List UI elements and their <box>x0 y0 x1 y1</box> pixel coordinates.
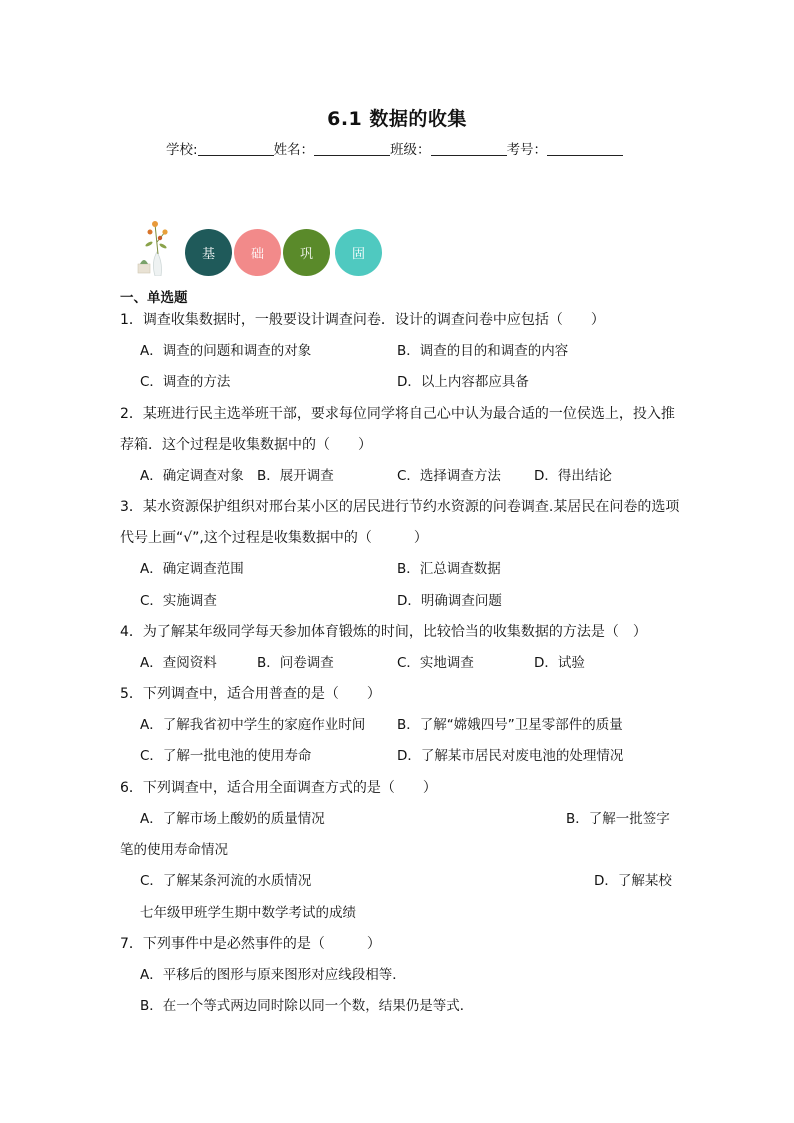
section-heading: 一、单选题 <box>120 290 188 306</box>
q6-option-c[interactable]: C．了解某条河流的水质情况 <box>140 873 312 889</box>
class-label: 班级： <box>390 142 431 158</box>
q1-option-d[interactable]: D．以上内容都应具备 <box>397 374 529 390</box>
question-3-stem-line1: 3．某水资源保护组织对邢台某小区的居民进行节约水资源的问卷调查.某居民在问卷的选项 <box>120 499 680 515</box>
banner-char-3: 巩 <box>299 247 313 262</box>
student-info-row <box>166 138 636 158</box>
q6-option-b-continued: 笔的使用寿命情况 <box>120 842 228 858</box>
banner-circle-2 <box>234 229 281 276</box>
q2-option-d[interactable]: D．得出结论 <box>534 468 612 484</box>
name-label: 姓名： <box>273 142 315 158</box>
question-2-stem-line2: 荐箱．这个过程是收集数据中的（ ） <box>120 437 372 453</box>
q5-option-c[interactable]: C．了解一批电池的使用寿命 <box>140 748 312 764</box>
q2-option-a[interactable]: A．确定调查对象 <box>140 468 244 484</box>
school-label: 学校: <box>166 142 198 158</box>
question-3-stem-line2: 代号上画“√”,这个过程是收集数据中的（ ） <box>120 530 428 546</box>
q4-option-d[interactable]: D．试验 <box>534 655 585 671</box>
number-label: 考号： <box>506 142 548 158</box>
q5-option-b[interactable]: B．了解“嫦娥四号”卫星零部件的质量 <box>397 717 623 733</box>
q7-option-b[interactable]: B．在一个等式两边同时除以同一个数，结果仍是等式． <box>140 998 474 1014</box>
q4-option-c[interactable]: C．实地调查 <box>397 655 474 671</box>
q3-option-b[interactable]: B．汇总调查数据 <box>397 561 501 577</box>
q6-option-a[interactable]: A．了解市场上酸奶的质量情况 <box>140 811 325 827</box>
banner-circle-1 <box>185 229 232 276</box>
q6-option-d[interactable]: D．了解某校 <box>594 873 672 889</box>
section-banner <box>135 218 395 278</box>
question-1-stem: 1．调查收集数据时，一般要设计调查问卷．设计的调查问卷中应包括（ ） <box>120 312 605 328</box>
plant-vase-icon <box>135 218 175 276</box>
q5-option-a[interactable]: A．了解我省初中学生的家庭作业时间 <box>140 717 366 733</box>
question-2-stem-line1: 2．某班进行民主选举班干部，要求每位同学将自己心中认为最合适的一位侯选上，投入推 <box>120 406 675 422</box>
q5-option-d[interactable]: D．了解某市居民对废电池的处理情况 <box>397 748 624 764</box>
school-blank[interactable] <box>198 141 274 156</box>
q3-option-a[interactable]: A．确定调查范围 <box>140 561 244 577</box>
number-blank[interactable] <box>547 141 623 156</box>
q1-option-c[interactable]: C．调查的方法 <box>140 374 231 390</box>
banner-circle-4 <box>335 229 382 276</box>
q4-option-b[interactable]: B．问卷调查 <box>257 655 334 671</box>
name-blank[interactable] <box>314 141 390 156</box>
page-title: 6.1 数据的收集 <box>327 108 467 130</box>
q2-option-c[interactable]: C．选择调查方法 <box>397 468 501 484</box>
class-blank[interactable] <box>431 141 507 156</box>
question-7-stem: 7．下列事件中是必然事件的是（ ） <box>120 936 381 952</box>
q1-option-b[interactable]: B．调查的目的和调查的内容 <box>397 343 569 359</box>
banner-char-2: 础 <box>250 247 264 262</box>
q6-option-b[interactable]: B．了解一批签字 <box>566 811 670 827</box>
question-6-stem: 6．下列调查中，适合用全面调查方式的是（ ） <box>120 780 437 796</box>
banner-char-1: 基 <box>201 247 215 262</box>
q3-option-c[interactable]: C．实施调查 <box>140 593 217 609</box>
banner-char-4: 固 <box>351 247 365 262</box>
q1-option-a[interactable]: A．调查的问题和调查的对象 <box>140 343 312 359</box>
question-4-stem: 4．为了解某年级同学每天参加体育锻炼的时间，比较恰当的收集数据的方法是（ ） <box>120 624 647 640</box>
q4-option-a[interactable]: A．查阅资料 <box>140 655 217 671</box>
q6-option-d-continued: 七年级甲班学生期中数学考试的成绩 <box>140 905 356 921</box>
q7-option-a[interactable]: A．平移后的图形与原来图形对应线段相等． <box>140 967 406 983</box>
q2-option-b[interactable]: B．展开调查 <box>257 468 334 484</box>
q3-option-d[interactable]: D．明确调查问题 <box>397 593 502 609</box>
question-5-stem: 5．下列调查中，适合用普查的是（ ） <box>120 686 381 702</box>
banner-circle-3 <box>283 229 330 276</box>
